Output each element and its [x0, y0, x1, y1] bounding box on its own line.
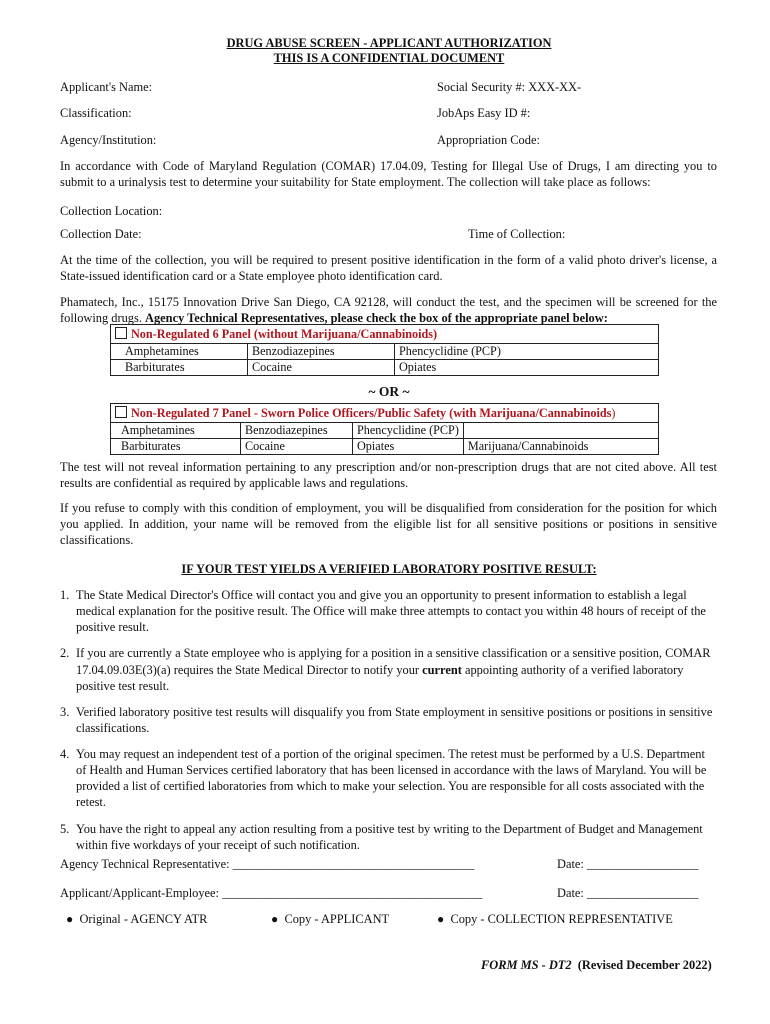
bullet-icon: ●	[437, 912, 445, 926]
panel-6-header[interactable]	[111, 325, 659, 344]
appropriation-label: Appropriation Code:	[437, 133, 540, 147]
list-number: 4.	[60, 747, 70, 761]
table-row	[111, 439, 659, 455]
panel-6-drug: Opiates	[395, 360, 659, 376]
applicant-name-label: Applicant's Name:	[60, 80, 153, 94]
panel-6-table	[110, 324, 659, 376]
form-footer	[481, 957, 712, 973]
panel-6-drug: Phencyclidine (PCP)	[395, 344, 659, 360]
bullet-icon: ●	[271, 912, 279, 926]
form-number: FORM MS - DT2	[481, 958, 572, 972]
document-title: DRUG ABUSE SCREEN - APPLICANT AUTHORIZATION	[226, 36, 552, 50]
panel-7-title-end: )	[611, 406, 616, 420]
panel-7-drug: Amphetamines	[111, 423, 241, 439]
table-row	[111, 344, 659, 360]
panel-7-drug: Benzodiazepines	[241, 423, 353, 439]
form-revised: (Revised December 2022)	[577, 958, 712, 972]
positive-result-list	[60, 587, 717, 863]
distribution-item-original	[66, 911, 207, 928]
panel-6-drug: Cocaine	[248, 360, 395, 376]
panel-6-title: Non-Regulated 6 Panel (without Marijuana/Cannabinoids)	[131, 327, 438, 341]
distribution-label: Original - AGENCY ATR	[79, 912, 208, 926]
panel-6-drug: Benzodiazepines	[248, 344, 395, 360]
bullet-icon: ●	[66, 912, 74, 926]
list-text: The State Medical Director's Office will contact you and give you an opportunity to present information to establish a legal medical explanation for the positive result. The Office will make three attempts to contact you within 48 hours of receipt of the positive result.	[76, 588, 706, 635]
positive-result-heading: IF YOUR TEST YIELDS A VERIFIED LABORATORY POSITIVE RESULT:	[181, 562, 597, 576]
panel-7-drug: Phencyclidine (PCP)	[353, 423, 464, 439]
collection-location-label: Collection Location:	[60, 204, 163, 218]
jobaps-label: JobAps Easy ID #:	[437, 106, 531, 120]
list-number: 2.	[60, 646, 70, 661]
atr-date-line[interactable]: Date: __________________	[557, 857, 699, 871]
ssn-label: Social Security #: XXX-XX-	[437, 80, 582, 94]
list-text: You may request an independent test of a portion of the original specimen. The retest must be performed by a U.S. Department of Health and Human Services certified laboratory that has been licensed in accordance with the laws of Maryland. You will be provided a list of certified laboratories from which to make your selection. You are responsible for all costs associated with the retest.	[76, 747, 707, 810]
list-item	[60, 746, 717, 811]
table-row	[111, 360, 659, 376]
or-separator: ~ OR ~	[368, 384, 410, 399]
table-row	[111, 423, 659, 439]
refuse-paragraph: If you refuse to comply with this condition of employment, you will be disqualified from consideration for the position for which you applied. In addition, your name will be removed from the eligible list for all sensitive positions or positions in sensitive classifications.	[60, 501, 717, 548]
panel-7-drug: Cocaine	[241, 439, 353, 455]
list-text-bold: current	[422, 662, 462, 677]
document-subtitle: THIS IS A CONFIDENTIAL DOCUMENT	[273, 51, 505, 65]
agency-label: Agency/Institution:	[60, 133, 157, 147]
list-item	[60, 645, 717, 693]
applicant-signature-line[interactable]: Applicant/Applicant-Employee: __________________________________________	[60, 886, 483, 900]
collection-date-label: Collection Date:	[60, 227, 142, 241]
list-number: 3.	[60, 704, 70, 719]
distribution-item-applicant	[271, 911, 389, 928]
panel-6-checkbox[interactable]	[115, 327, 127, 339]
list-text: Verified laboratory positive test results will disqualify you from State employment in sensitive positions or positions in sensitive classifications.	[76, 704, 713, 735]
panel-6-drug: Amphetamines	[111, 344, 248, 360]
distribution-label: Copy - APPLICANT	[284, 912, 390, 926]
intro-paragraph: In accordance with Code of Maryland Regulation (COMAR) 17.04.09, Testing for Illegal Use of Drugs, I am directing you to submit to a urinalysis test to determine your suitability for State employment. The collection will take place as follows:	[60, 159, 717, 190]
distribution-label: Copy - COLLECTION REPRESENTATIVE	[450, 912, 673, 926]
panel-7-table	[110, 403, 659, 455]
identification-paragraph: At the time of the collection, you will be required to present positive identification in the form of a valid photo driver's license, a State-issued identification card or a State employee photo identification card.	[60, 253, 717, 284]
panel-7-checkbox[interactable]	[115, 406, 127, 418]
list-item	[60, 704, 717, 736]
applicant-date-line[interactable]: Date: __________________	[557, 886, 699, 900]
atr-signature-line[interactable]: Agency Technical Representative: _______________________________________	[60, 857, 475, 871]
panel-7-drug: Barbiturates	[111, 439, 241, 455]
time-of-collection-label: Time of Collection:	[468, 227, 566, 241]
panel-6-drug: Barbiturates	[111, 360, 248, 376]
pharmatech-text: Phamatech, Inc., 15175 Innovation Drive San Diego, CA 92128, will conduct the test, and the specimen will be screened for the following drugs.	[60, 295, 717, 326]
list-text: appointing authority of a verified laboratory positive test result.	[76, 662, 684, 693]
list-text: If you are currently a State employee who is applying for a position in a sensitive classification or a sensitive position, COMAR 17.04.09.03E(3)(a) requires the State Medical Director to notify your	[76, 646, 711, 677]
panel-7-drug: Opiates	[353, 439, 464, 455]
list-number: 5.	[60, 821, 70, 836]
panel-7-title: Non-Regulated 7 Panel - Sworn Police Officers/Public Safety (with Marijuana/Cannabinoids	[131, 406, 612, 420]
confidential-paragraph: The test will not reveal information pertaining to any prescription and/or non-prescription drugs that are not cited above. All test results are confidential as required by applicable laws and regulations.	[60, 460, 717, 491]
list-number: 1.	[60, 588, 70, 602]
panel-7-header[interactable]	[111, 404, 659, 423]
list-item	[60, 821, 717, 853]
distribution-item-collection	[437, 911, 673, 928]
pharmatech-instruction: Agency Technical Representatives, please check the box of the appropriate panel below:	[145, 311, 608, 326]
list-item	[60, 587, 717, 635]
panel-7-drug	[463, 423, 658, 439]
classification-label: Classification:	[60, 106, 132, 120]
pharmatech-paragraph	[60, 294, 717, 326]
list-text: You have the right to appeal any action resulting from a positive test by writing to the Department of Budget and Management within five workdays of your receipt of such notification.	[76, 821, 703, 852]
panel-7-drug: Marijuana/Cannabinoids	[463, 439, 658, 455]
